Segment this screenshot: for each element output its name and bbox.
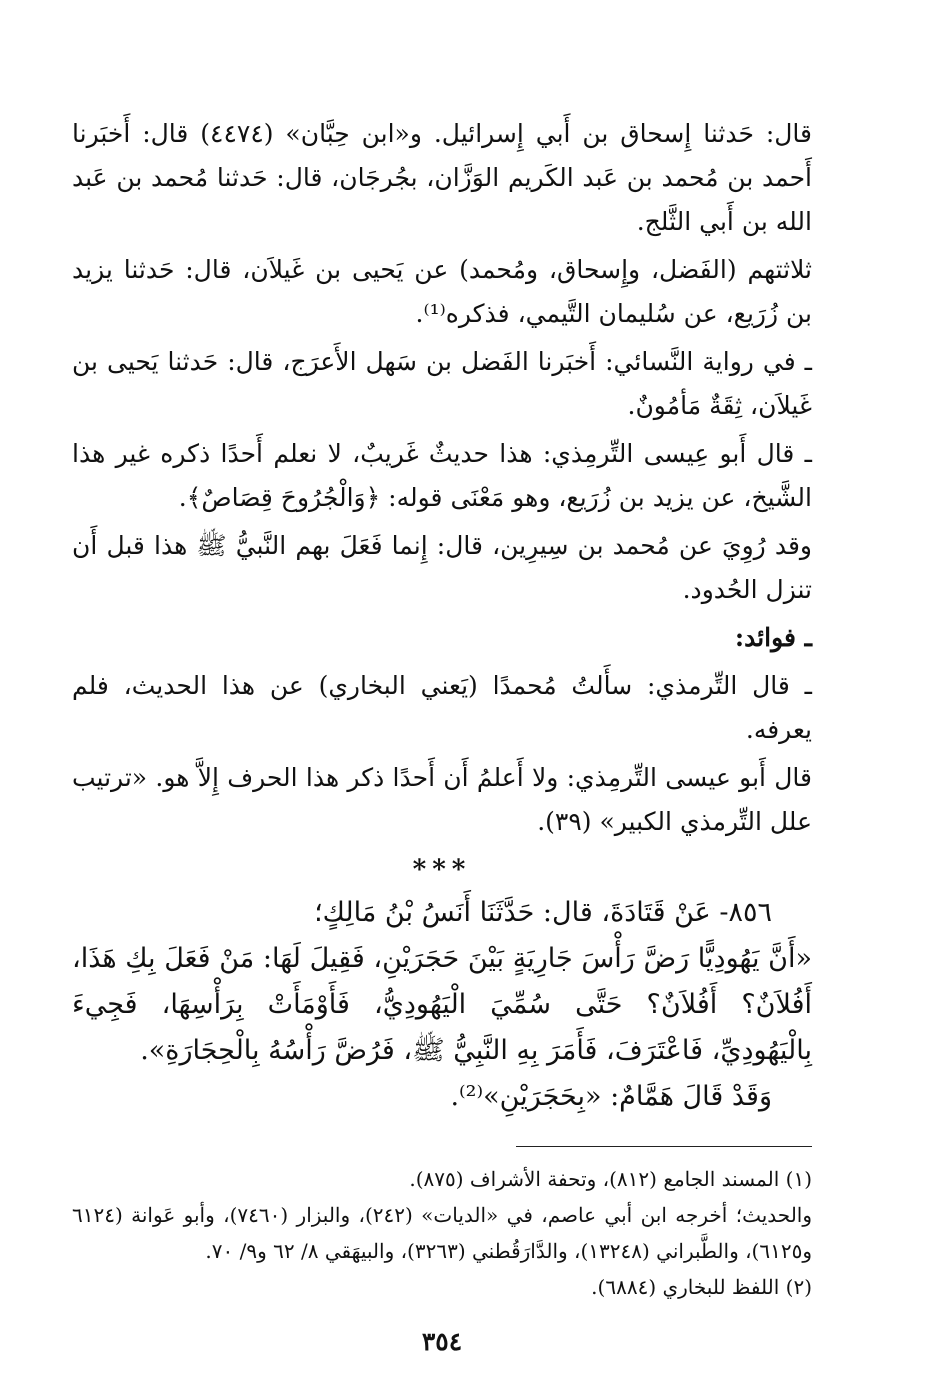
paragraph-tirmidhi: ـ قال أَبو عِيسى التِّرمِذي: هذا حديثٌ غَريبٌ، لا نعلم أَحدًا ذكره غير هذا الشَّيخ، عن يزيد بن زُرَيع، وهو مَعْنَى قوله: ﴿وَالْجُرُوحَ قِصَاصٌ﴾. (72, 439, 812, 512)
hadith-isnad-text: عَنْ قَتَادَةَ، قال: حَدَّثَنَا أَنَسُ بْنُ مَالِكٍ؛ (314, 897, 711, 928)
hadith-note: وَقَدْ قَالَ هَمَّامٌ: «بِحَجَرَيْنِ»⁽²⁾. (450, 1081, 772, 1112)
hadith-matn: «أَنَّ يَهُودِيًّا رَضَّ رَأْسَ جَارِيَةٍ بَيْنَ حَجَرَيْنِ، فَقِيلَ لَهَا: مَنْ فَعَلَ بِكِ هَذَا، أَفُلاَنٌ؟ أَفُلاَنٌ؟ حَتَّى سُمِّيَ الْيَهُودِيُّ، فَأَوْمَأَتْ بِرَأْسِهَا، فَجِيءَ بِالْيَهُودِيِّ، فَاعْتَرَفَ، فَأَمَرَ بِهِ النَّبِيُّ ﷺ، فَرُضَّ رَأْسُهُ بِالْحِجَارَةِ». (72, 943, 812, 1066)
paragraph-isnad: قال: حَدثنا إِسحاق بن أَبي إِسرائيل. و«ابن حِبَّان» (٤٤٧٤) قال: أَخبَرنا أَحمد بن مُحمد بن عَبد الكَريم الوَزَّان، بجُرجَان، قال: حَدثنا مُحمد بن عَبد الله بن أَبي الثَّلج. (72, 119, 812, 236)
paragraph-fawaid-1: ـ قال التِّرمذي: سأَلتُ مُحمدًا (يَعني البخاري) عن هذا الحديث، فلم يعرفه. (72, 671, 812, 744)
hadith-isnad (72, 890, 812, 936)
hadith-number: ٨٥٦- (719, 897, 772, 928)
section-separator: *** (412, 855, 472, 885)
footnote-2: (٢) اللفظ للبخاري (٦٨٨٤). (591, 1275, 812, 1299)
paragraph-fawaid-2: قال أَبو عيسى التِّرمِذي: ولا أَعلمُ أَن أَحدًا ذكر هذا الحرف إِلاَّ هو. «ترتيب علل التِّرمذي الكبير» (٣٩). (72, 763, 812, 836)
paragraph-chains: ثلاثتهم (الفَضل، وإِسحاق، ومُحمد) عن يَحيى بن غَيلاَن، قال: حَدثنا يزيد بن زُرَيع، عن سُليمان التَّيمي، فذكره⁽¹⁾. (72, 255, 812, 328)
footnote-divider (516, 1146, 812, 1147)
page-number: ٣٥٤ (421, 1327, 463, 1356)
page-content (72, 112, 812, 1356)
paragraph-nasai: ـ في رواية النَّسائي: أَخبَرنا الفَضل بن سَهل الأَعرَج، قال: حَدثنا يَحيى بن غَيلاَن، ثِقَةٌ مَأمُونٌ. (72, 347, 812, 420)
paragraph-ibn-sirin: وقد رُوِيَ عن مُحمد بن سِيرِين، قال: إِنما فَعَلَ بهم النَّبيُّ ﷺ هذا قبل أَن تنزل الحُدود. (72, 531, 812, 604)
footnote-1: (١) المسند الجامع (٨١٢)، وتحفة الأشراف (٨٧٥). (409, 1167, 812, 1191)
footnote-1-continued: والحديث؛ أخرجه ابن أبي عاصم، في «الديات» (٢٤٢)، والبزار (٧٤٦٠)، وأبو عَوانة (٦١٢٤ و٦١٢٥)، والطَّبراني (١٣٢٤٨)، والدَّارَقُطني (٣٢٦٣)، والبيهَقي ٨/ ٦٢ و٩/ ٧٠. (72, 1203, 812, 1263)
fawaid-heading: ـ فوائد: (734, 623, 812, 652)
